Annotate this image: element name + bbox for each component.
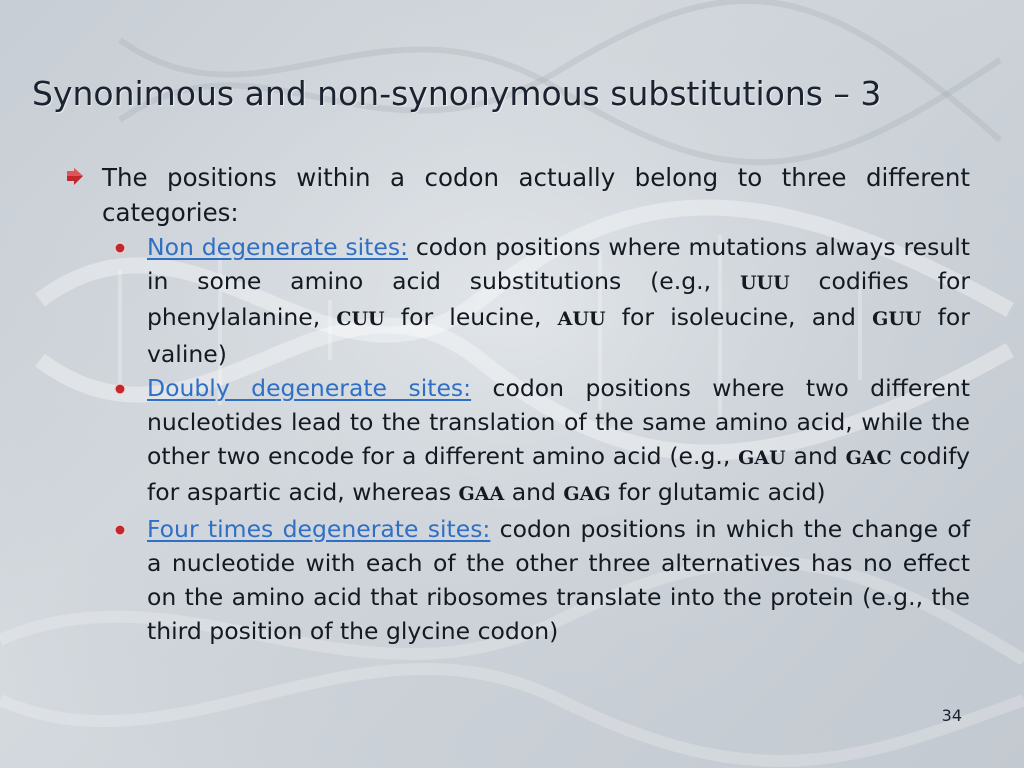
description-text: codifies for phenylalanine,: [147, 267, 970, 332]
category-four-times-degenerate: [147, 512, 970, 649]
page-number: 34: [941, 706, 962, 725]
category-list: [62, 230, 970, 648]
description-text: and: [504, 478, 564, 507]
category-doubly-degenerate: [147, 371, 970, 512]
description-text: for isoleucine, and: [605, 303, 873, 332]
slide-content: [62, 160, 970, 648]
red-dot-icon: [114, 383, 126, 395]
codon-label: GAG: [563, 483, 611, 506]
red-dot-icon: [114, 242, 126, 254]
description-text: codon positions where mutations always result in some amino acid substitutions (e.g.,: [147, 233, 970, 296]
main-bullet-point: [62, 160, 970, 230]
description-text: for leucine,: [384, 303, 558, 332]
slide-title: Synonimous and non-synonymous substitutions – 3: [32, 74, 882, 113]
description-text: and: [785, 442, 846, 471]
category-non-degenerate: [147, 230, 970, 371]
codon-label: GAU: [738, 447, 786, 470]
description-text: codon positions in which the change of a nucleotide with each of the other three alternatives has no effect on the amino acid that ribosomes translate into the protein (e.g., the third position of the glycine codon): [147, 514, 970, 646]
main-bullet-text: The positions within a codon actually belong to three different categories:: [102, 163, 970, 227]
codon-label: AUU: [557, 308, 606, 331]
description-text: codify for aspartic acid, whereas: [147, 442, 971, 507]
codon-label: CUU: [336, 308, 385, 331]
category-term: Doubly degenerate sites:: [147, 373, 472, 402]
description-text: codon positions where two different nucleotides lead to the translation of the same amino acid, while the other two encode for a different amino acid (e.g.,: [147, 373, 970, 471]
description-text: for valine): [147, 303, 970, 368]
category-term: Non degenerate sites:: [147, 233, 409, 261]
codon-label: GAC: [845, 447, 892, 470]
category-term: Four times degenerate sites:: [147, 514, 491, 543]
codon-label: GUU: [872, 308, 922, 331]
codon-label: UUU: [739, 272, 790, 295]
codon-label: GAA: [458, 483, 505, 506]
red-arrow-icon: [66, 168, 84, 186]
red-dot-icon: [114, 524, 126, 536]
description-text: for glutamic acid): [610, 478, 826, 507]
